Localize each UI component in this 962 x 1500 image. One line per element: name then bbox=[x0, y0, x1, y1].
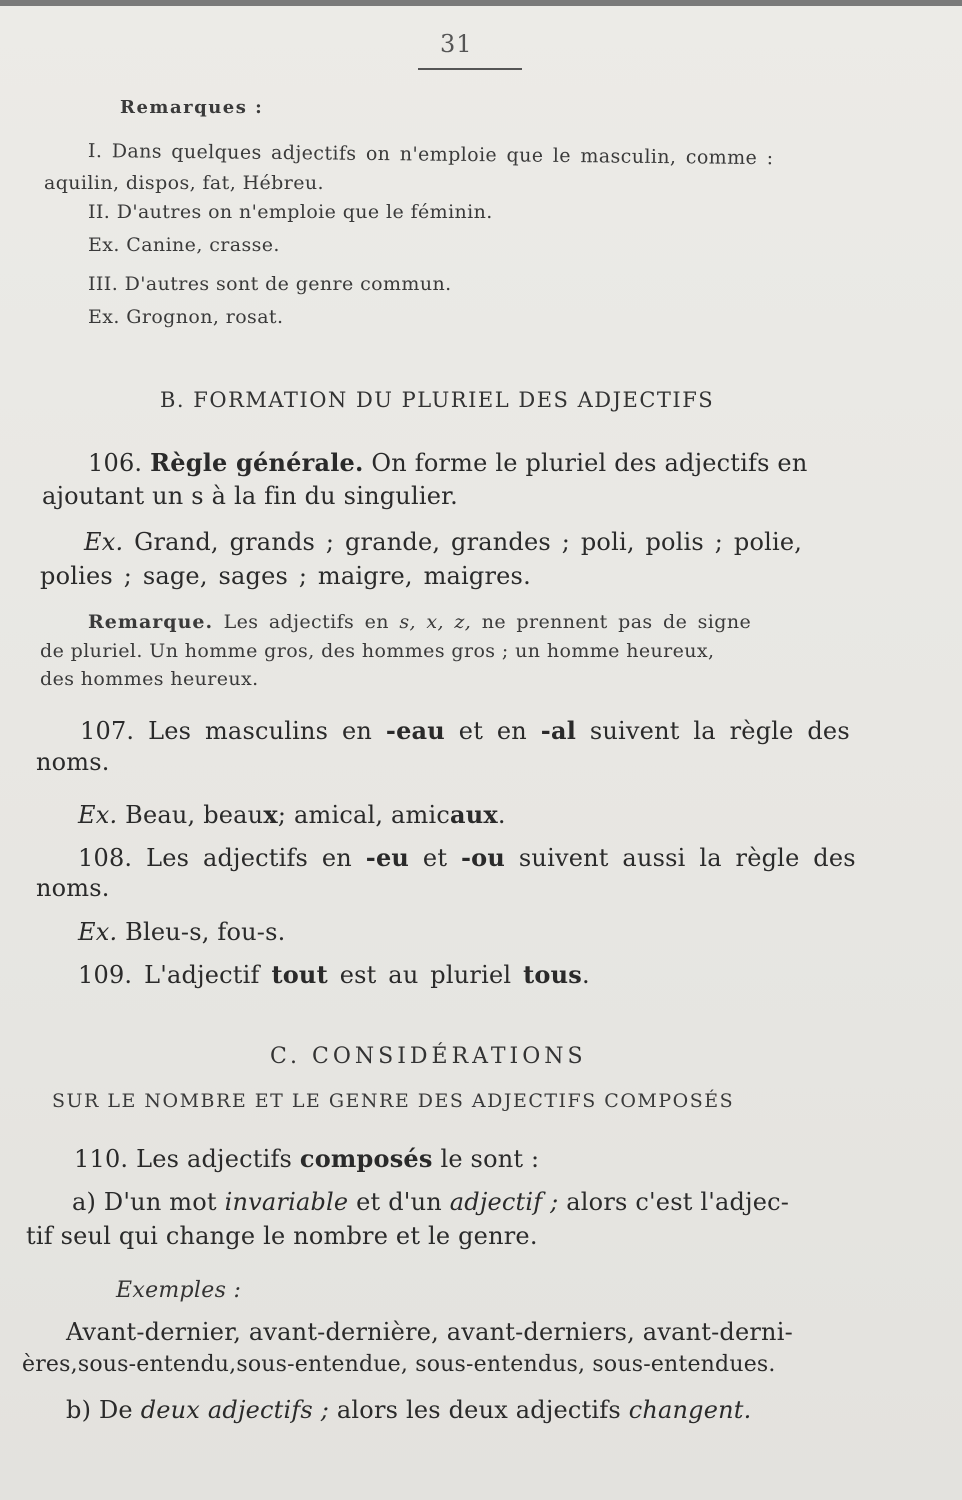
case-b-text2: alors les deux adjectifs bbox=[336, 1396, 621, 1424]
word-composes: composés bbox=[299, 1144, 433, 1173]
paragraph-108-example bbox=[78, 918, 285, 946]
case-a-label: a) bbox=[72, 1188, 97, 1216]
paragraph-108-number: 108. bbox=[78, 844, 133, 872]
example-label: Ex. bbox=[84, 528, 124, 556]
paragraph-109-text-c: . bbox=[581, 961, 590, 989]
suffix-eau: -eau bbox=[385, 716, 445, 745]
example-bold-x: x bbox=[263, 800, 278, 829]
case-a-text3: alors c'est l'adjec- bbox=[566, 1188, 790, 1216]
word-changent: changent. bbox=[628, 1396, 752, 1424]
suffix-al: -al bbox=[540, 716, 577, 745]
paragraph-107-example bbox=[78, 800, 506, 829]
case-b-line bbox=[66, 1396, 751, 1424]
remarque-i-line1: I. Dans quelques adjectifs on n'emploie que le masculin, comme : bbox=[87, 140, 774, 170]
remarque-ii-example: Ex. Canine, crasse. bbox=[88, 234, 280, 256]
example-text: Grand, grands ; grande, grandes ; poli, polis ; polie, bbox=[134, 528, 803, 556]
exemples-label: Exemples : bbox=[116, 1278, 242, 1303]
remarque-i-line2: aquilin, dispos, fat, Hébreu. bbox=[44, 172, 324, 194]
paragraph-108-line1 bbox=[78, 843, 856, 872]
paragraph-106-number: 106. bbox=[88, 449, 143, 477]
paragraph-109-text-b: est au pluriel bbox=[339, 961, 512, 989]
remarque-line3: des hommes heureux. bbox=[40, 668, 259, 690]
exemples-line1: Avant-dernier, avant-dernière, avant-derniers, avant-derni- bbox=[66, 1318, 793, 1346]
case-a-line2: tif seul qui change le nombre et le genre. bbox=[26, 1222, 538, 1250]
page-top-edge bbox=[0, 0, 962, 6]
example-bold-aux: aux bbox=[449, 800, 498, 829]
case-a-text1: D'un mot bbox=[103, 1188, 217, 1216]
paragraph-106-text: On forme le pluriel des adjectifs en bbox=[371, 449, 808, 477]
page-number-rule bbox=[418, 68, 522, 70]
suffix-eu: -eu bbox=[365, 843, 410, 872]
remarque-iii-example: Ex. Grognon, rosat. bbox=[88, 306, 284, 328]
section-c-subheading: SUR LE NOMBRE ET LE GENRE DES ADJECTIFS COMPOSÉS bbox=[52, 1090, 735, 1112]
paragraph-107-text-a: Les masculins en bbox=[148, 717, 373, 745]
exemples-line2: ères,sous-entendu,sous-entendue, sous-entendus, sous-entendues. bbox=[22, 1352, 776, 1377]
paragraph-106-example-line1 bbox=[84, 528, 802, 556]
paragraph-107-text-c: suivent la règle des bbox=[589, 717, 850, 745]
paragraph-107-text-b: et en bbox=[458, 717, 527, 745]
words-deux-adjectifs: deux adjectifs ; bbox=[140, 1396, 330, 1424]
example-text-c: . bbox=[497, 801, 506, 829]
suffix-ou: -ou bbox=[461, 843, 506, 872]
example-label: Ex. bbox=[78, 918, 118, 946]
remarque-iii: III. D'autres sont de genre commun. bbox=[88, 273, 452, 295]
remarque-text-a: Les adjectifs en bbox=[223, 611, 389, 633]
example-label: Ex. bbox=[78, 801, 118, 829]
case-a-line1 bbox=[72, 1188, 789, 1216]
word-adjectif: adjectif ; bbox=[449, 1188, 559, 1216]
section-b-heading: B. FORMATION DU PLURIEL DES ADJECTIFS bbox=[160, 388, 715, 412]
example-text-b: ; amical, amic bbox=[277, 801, 450, 829]
remarque-ii: II. D'autres on n'emploie que le féminin. bbox=[88, 201, 493, 223]
paragraph-108-text-a: Les adjectifs en bbox=[146, 844, 352, 872]
remarque-letters: s, x, z, bbox=[399, 611, 472, 633]
remarque-label: Remarque. bbox=[88, 611, 214, 633]
paragraph-106-example-line2: polies ; sage, sages ; maigre, maigres. bbox=[40, 562, 531, 590]
paragraph-109-text-a: L'adjectif bbox=[144, 961, 260, 989]
paragraph-108-text-b: et bbox=[422, 844, 448, 872]
word-tous: tous bbox=[523, 960, 582, 989]
remarque-text-b: ne prennent pas de signe bbox=[481, 611, 752, 633]
paragraph-107-number: 107. bbox=[80, 717, 135, 745]
paragraph-108-line2: noms. bbox=[36, 874, 110, 902]
word-invariable: invariable bbox=[224, 1188, 349, 1216]
paragraph-109-number: 109. bbox=[78, 961, 133, 989]
case-b-label: b) bbox=[66, 1396, 92, 1424]
page-number: 31 bbox=[440, 30, 473, 58]
paragraph-110-line1 bbox=[74, 1144, 539, 1173]
section-c-heading: C. CONSIDÉRATIONS bbox=[270, 1044, 587, 1069]
remarques-title: Remarques : bbox=[120, 97, 264, 118]
example-text-a: Beau, beau bbox=[125, 801, 264, 829]
paragraph-107-line1 bbox=[80, 716, 850, 745]
example-text: Bleu-s, fou-s. bbox=[125, 918, 286, 946]
paragraph-110-number: 110. bbox=[74, 1145, 129, 1173]
paragraph-106-line2: ajoutant un s à la fin du singulier. bbox=[42, 482, 458, 510]
paragraph-109 bbox=[78, 960, 590, 989]
case-a-text2: et d'un bbox=[356, 1188, 442, 1216]
remarque-line2: de pluriel. Un homme gros, des hommes gros ; un homme heureux, bbox=[40, 640, 715, 662]
regle-generale: Règle générale. bbox=[150, 448, 364, 477]
paragraph-106-line1 bbox=[88, 448, 808, 477]
case-b-text1: De bbox=[98, 1396, 133, 1424]
paragraph-110-text-b: le sont : bbox=[440, 1145, 540, 1173]
remarque-line1 bbox=[88, 611, 751, 633]
paragraph-107-line2: noms. bbox=[36, 748, 110, 776]
paragraph-108-text-c: suivent aussi la règle des bbox=[518, 844, 856, 872]
paragraph-110-text-a: Les adjectifs bbox=[136, 1145, 293, 1173]
word-tout: tout bbox=[271, 960, 328, 989]
